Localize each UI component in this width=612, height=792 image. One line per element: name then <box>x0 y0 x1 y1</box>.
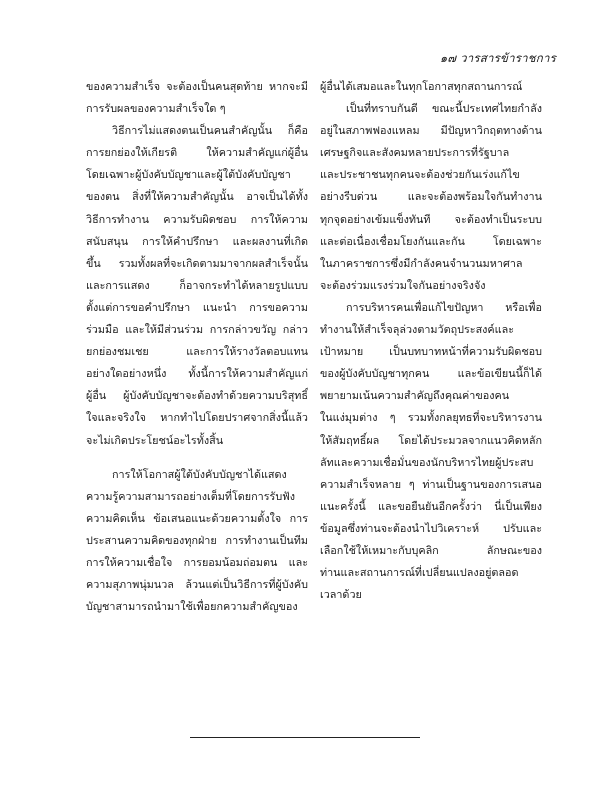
text-line: จะไม่เกิดประโยชน์อะไรทั้งสิ้น <box>86 433 224 447</box>
text-line: บัญชาสามารถนำมาใช้เพื่อยกความสำคัญของ <box>86 600 298 614</box>
text-line: ผู้อื่น ผู้บังคับบัญชาจะต้องทำด้วยความบริสุทธิ์ <box>86 389 308 403</box>
text-line: ประสานความคิดของทุกฝ่าย การทำงานเป็นทีม <box>86 533 308 547</box>
text-line: จะต้องร่วมแรงร่วมใจกันอย่างจริงจัง <box>320 278 486 292</box>
text-line: วิธีการทำงาน ความรับผิดชอบ การให้ความ <box>86 212 308 226</box>
text-line: ท่านและสถานการณ์ที่เปลี่ยนแปลงอยู่ตลอด <box>320 566 519 580</box>
text-line: การยกย่องให้เกียรติ ให้ความสำคัญแก่ผู้อื่น <box>86 146 308 160</box>
footer-rule <box>190 737 420 738</box>
text-line: เศรษฐกิจและสังคมหลายประการที่รัฐบาล <box>320 146 510 160</box>
text-line: อย่างรีบด่วน และจะต้องพร้อมใจกันทำงาน <box>320 190 542 204</box>
text-line: วิธีการไม่แสดงตนเป็นคนสำคัญนั้น ก็คือ <box>112 124 308 138</box>
paragraph-gap <box>86 452 308 464</box>
text-line: โดยเฉพาะผู้บังคับบัญชาและผู้ใต้บังคับบัญชา <box>86 168 291 182</box>
text-line: และประชาชนทุกคนจะต้องช่วยกันเร่งแก้ไข <box>320 168 520 182</box>
left-column <box>86 76 308 618</box>
text-line: ทุกจุดอย่างเข้มแข็งทันที จะต้องทำเป็นระบบ <box>320 212 542 226</box>
text-line: ลัทและความเชื่อมั่นของนักบริหารไทยผู้ประสบ <box>320 455 534 469</box>
text-line: ตั้งแต่การขอคำปรึกษา แนะนำ การขอความ <box>86 300 308 314</box>
text-line: การบริหารคนเพื่อแก้ไขปัญหา หรือเพื่อ <box>346 300 542 314</box>
text-line: ของผู้บังคับบัญชาทุกคน และข้อเขียนนี้ก็ได้ <box>320 367 542 381</box>
text-line: ผู้อื่นได้เสมอและในทุกโอกาสทุกสถานการณ์ <box>320 80 523 93</box>
text-line: ความคิดเห็น ข้อเสนอแนะด้วยความตั้งใจ การ <box>86 511 308 525</box>
text-line: อยู่ในสภาพฟองแหลม มีปัญหาวิกฤตทางด้าน <box>320 124 542 138</box>
text-line: ขึ้น รวมทั้งผลที่จะเกิดตามมาจากผลสำเร็จนั้น <box>86 256 308 270</box>
text-line: ทำงานให้สำเร็จลุล่วงตามวัตถุประสงค์และ <box>320 323 515 337</box>
text-line: ร่วมมือ และให้มีส่วนร่วม การกล่าวขวัญ กล่าว <box>86 323 308 337</box>
text-line: ในแง่มุมต่าง ๆ รวมทั้งกลยุทธที่จะบริหารงาน <box>320 411 542 425</box>
text-line: การรับผลของความสำเร็จใด ๆ <box>86 102 226 116</box>
text-line: เลือกใช้ให้เหมาะกับบุคลิก ลักษณะของ <box>320 543 542 557</box>
text-line: ให้สัมฤทธิ์ผล โดยได้ประมวลจากแนวคิดหลัก <box>320 433 542 447</box>
right-column <box>320 76 542 606</box>
text-line: อย่างใดอย่างหนึ่ง ทั้งนี้การให้ความสำคัญแก่ <box>86 367 308 381</box>
text-line: ใจและจริงใจ หากทำไปโดยปราศจากสิ่งนี้แล้ว <box>86 411 308 425</box>
text-line: ของตน สิ่งที่ให้ความสำคัญนั้น อาจเป็นได้ทั้ง <box>86 190 308 204</box>
text-line: ยกย่องชมเชย และการให้รางวัลตอบแทน <box>86 345 308 359</box>
text-line: ข้อมูลซึ่งท่านจะต้องนำไปวิเคราะห์ ปรับและ <box>320 521 542 535</box>
text-line: ในภาคราชการซึ่งมีกำลังคนจำนวนมหาศาล <box>320 256 523 270</box>
text-line: ความรู้ความสามารถอย่างเต็มที่โดยการรับฟัง <box>86 489 296 503</box>
text-line: สนับสนุน การให้คำปรึกษา และผลงานที่เกิด <box>86 234 308 248</box>
text-line: เป้าหมาย เป็นบทบาทหน้าที่ความรับผิดชอบ <box>320 345 542 359</box>
text-line: ความสำเร็จหลาย ๆ ท่านเป็นฐานของการเสนอ <box>320 477 542 491</box>
text-line: การให้ความเชื่อใจ การยอมน้อมถ่อมตน และ <box>86 555 308 569</box>
text-line: เวลาด้วย <box>320 588 362 602</box>
text-line: เป็นที่ทราบกันดี ขณะนี้ประเทศไทยกำลัง <box>346 102 542 116</box>
text-line: แนะครั้งนี้ และขอยืนยันอีกครั้งว่า นี่เป็นเพียง <box>320 499 542 513</box>
text-line: การให้โอกาสผู้ใต้บังคับบัญชาได้แสดง <box>112 467 287 481</box>
text-line: พยายามเน้นความสำคัญถึงคุณค่าของคน <box>320 389 510 403</box>
text-line: และการแสดง ก็อาจกระทำได้หลายรูปแบบ <box>86 278 308 292</box>
text-line: และต่อเนื่องเชื่อมโยงกันและกัน โดยเฉพาะ <box>320 234 542 248</box>
text-line: ความสุภาพนุ่มนวล ล้วนแต่เป็นวิธีการที่ผู้บังคับ <box>86 578 308 592</box>
text-line: ของความสำเร็จ จะต้องเป็นคนสุดท้าย หากจะมี <box>86 80 308 93</box>
page-header: ๑๗ วารสารข้าราชการ <box>439 51 556 65</box>
